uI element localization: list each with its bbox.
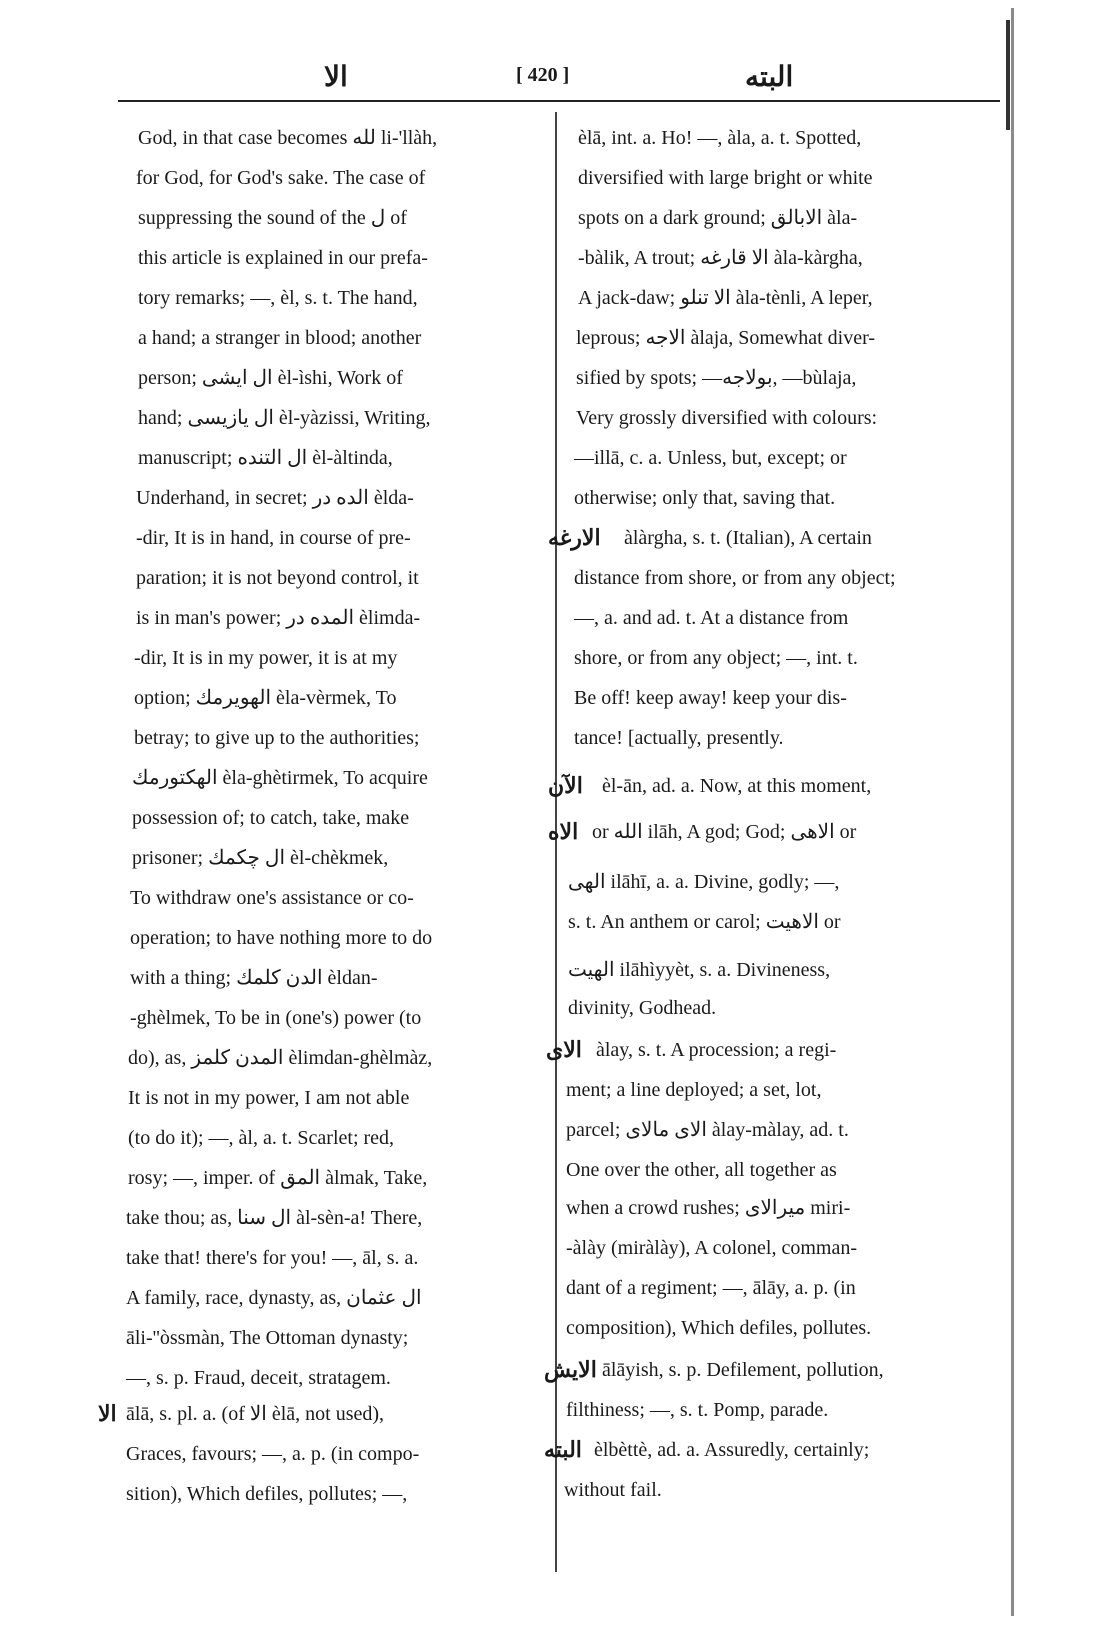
text-line: sified by spots; —بولاجه, —bùlaja, xyxy=(576,367,857,389)
entry-headword: الاى xyxy=(546,1037,582,1062)
right-running-head: البته xyxy=(745,62,794,93)
left-running-head: الا xyxy=(324,62,348,93)
text-line: for God, for God's sake. The case of xyxy=(136,167,426,189)
text-line: option; الهويرمك èla-vèrmek, To xyxy=(134,687,397,709)
entry-headword: الارغه xyxy=(548,525,601,550)
text-line: composition), Which defiles, pollutes. xyxy=(566,1317,872,1339)
text-line: betray; to give up to the authorities; xyxy=(134,727,420,749)
entry-headword: الا xyxy=(98,1401,117,1426)
text-line: when a crowd rushes; ميرالاى miri- xyxy=(566,1197,851,1219)
text-line: distance from shore, or from any object; xyxy=(574,567,896,589)
header-rule xyxy=(118,100,1000,102)
text-line: āli-''òssmàn, The Ottoman dynasty; xyxy=(126,1327,409,1349)
text-line: (to do it); —, àl, a. t. Scarlet; red, xyxy=(128,1127,395,1149)
text-line: —, s. p. Fraud, deceit, stratagem. xyxy=(126,1367,391,1389)
text-line: with a thing; الدن كلمك èldan- xyxy=(130,967,378,989)
text-line: -bàlik, A trout; الا قارغه àla-kàrgha, xyxy=(578,247,863,269)
text-line: A family, race, dynasty, as, ال عثمان xyxy=(126,1287,422,1309)
text-line: spots on a dark ground; الابالق àla- xyxy=(578,207,858,229)
text-line: prisoner; ال چكمك èl-chèkmek, xyxy=(132,847,389,869)
page-header xyxy=(0,54,1113,94)
text-line: الهيت ilāhìyyèt, s. a. Divineness, xyxy=(568,959,831,981)
text-line: take thou; as, ال سنا àl-sèn-a! There, xyxy=(126,1207,423,1229)
entry-headword: البته xyxy=(544,1437,582,1462)
text-line: tance! [actually, presently. xyxy=(574,727,784,749)
text-line: -àlày (miràlày), A colonel, comman- xyxy=(566,1237,858,1259)
text-line: filthiness; —, s. t. Pomp, parade. xyxy=(566,1399,829,1421)
text-line: is in man's power; المده در èlimda- xyxy=(136,607,421,629)
text-line: s. t. An anthem or carol; الاهيت or xyxy=(568,911,841,933)
text-line: operation; to have nothing more to do xyxy=(130,927,433,949)
page-number: [ 420 ] xyxy=(516,64,570,86)
text-line: leprous; الاجه àlaja, Somewhat diver- xyxy=(576,327,876,349)
text-line: Very grossly diversified with colours: xyxy=(576,407,878,429)
text-line: —, a. and ad. t. At a distance from xyxy=(574,607,849,629)
text-line: paration; it is not beyond control, it xyxy=(136,567,419,589)
text-line: الهى ilāhī, a. a. Divine, godly; —, xyxy=(568,871,840,893)
text-line: tory remarks; —, èl, s. t. The hand, xyxy=(138,287,418,309)
text-line: possession of; to catch, take, make xyxy=(132,807,410,829)
text-line: manuscript; ال التنده èl-àltinda, xyxy=(138,447,393,469)
text-line: divinity, Godhead. xyxy=(568,997,717,1019)
text-line: this article is explained in our prefa- xyxy=(138,247,428,269)
entry-headword: الايش xyxy=(544,1357,597,1382)
text-line: diversified with large bright or white xyxy=(578,167,873,189)
text-line: -dir, It is in my power, it is at my xyxy=(134,647,398,669)
text-line: rosy; —, imper. of المق àlmak, Take, xyxy=(128,1167,428,1189)
text-line: To withdraw one's assistance or co- xyxy=(130,887,414,909)
text-line: shore, or from any object; —, int. t. xyxy=(574,647,858,669)
entry-headword: الاه xyxy=(548,819,579,844)
text-line: àlay, s. t. A procession; a regi- xyxy=(596,1039,837,1061)
text-line: èlbèttè, ad. a. Assuredly, certainly; xyxy=(594,1439,870,1461)
text-line: الهكتورمك èla-ghètirmek, To acquire xyxy=(132,767,428,789)
text-line: ālā, s. pl. a. (of الا èlā, not used), xyxy=(126,1403,385,1425)
text-line: One over the other, all together as xyxy=(566,1159,837,1181)
text-line: A jack-daw; الا تنلو àla-tènli, A leper, xyxy=(578,287,873,309)
text-line: a hand; a stranger in blood; another xyxy=(138,327,422,349)
text-line: -ghèlmek, To be in (one's) power (to xyxy=(130,1007,422,1029)
page-edge-mark xyxy=(1006,20,1010,130)
text-line: —illā, c. a. Unless, but, except; or xyxy=(574,447,847,469)
text-line: do), as, المدن كلمز èlimdan-ghèlmàz, xyxy=(128,1047,433,1069)
text-line: -dir, It is in hand, in course of pre- xyxy=(136,527,411,549)
text-line: èl-ān, ad. a. Now, at this moment, xyxy=(602,775,872,797)
text-line: èlā, int. a. Ho! —, àla, a. t. Spotted, xyxy=(578,127,862,149)
text-line: àlàrgha, s. t. (Italian), A certain xyxy=(624,527,872,549)
entry-headword: الآن xyxy=(548,773,583,798)
text-line: Be off! keep away! keep your dis- xyxy=(574,687,847,709)
text-line: sition), Which defiles, pollutes; —, xyxy=(126,1483,408,1505)
text-line: hand; ال يازيسى èl-yàzissi, Writing, xyxy=(138,407,431,429)
text-line: or الله ilāh, A god; God; الاهى or xyxy=(592,821,857,843)
text-line: otherwise; only that, saving that. xyxy=(574,487,836,509)
text-line: take that! there's for you! —, āl, s. a. xyxy=(126,1247,419,1269)
text-line: Graces, favours; —, a. p. (in compo- xyxy=(126,1443,420,1465)
text-line: dant of a regiment; —, ālāy, a. p. (in xyxy=(566,1277,856,1299)
page-edge xyxy=(1011,8,1014,1616)
text-line: God, in that case becomes لله li-'llàh, xyxy=(138,127,438,149)
text-line: without fail. xyxy=(564,1479,662,1501)
text-line: parcel; الاى مالاى àlay-màlay, ad. t. xyxy=(566,1119,849,1141)
text-line: ment; a line deployed; a set, lot, xyxy=(566,1079,822,1101)
text-line: Underhand, in secret; الده در èlda- xyxy=(136,487,414,509)
text-line: It is not in my power, I am not able xyxy=(128,1087,410,1109)
text-line: ālāyish, s. p. Defilement, pollution, xyxy=(602,1359,884,1381)
text-line: person; ال ايشى èl-ìshi, Work of xyxy=(138,367,403,389)
text-line: suppressing the sound of the ل of xyxy=(138,207,407,229)
